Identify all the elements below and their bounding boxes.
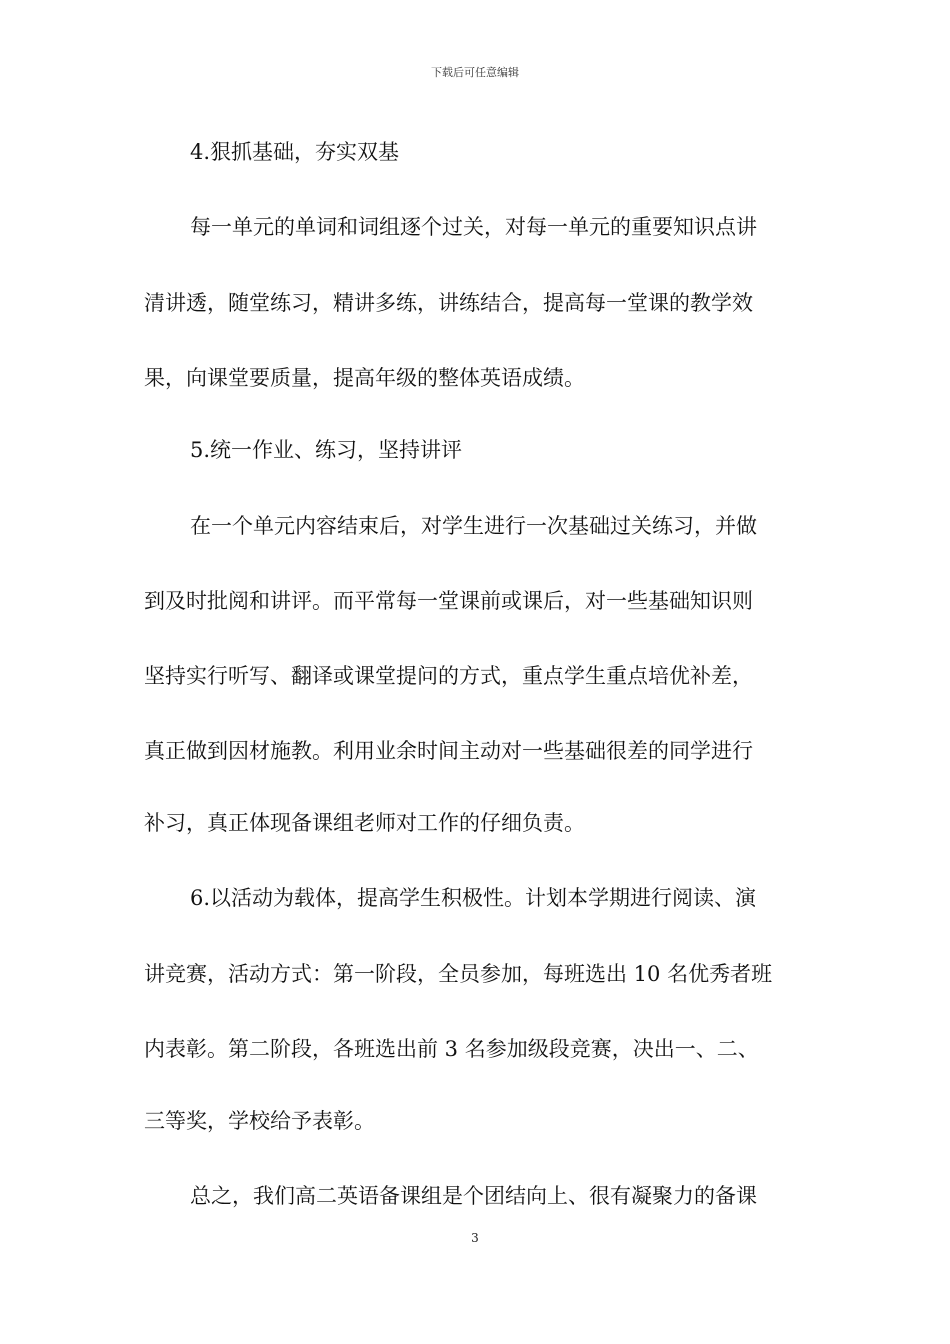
page-header: 下载后可任意编辑 — [431, 66, 519, 79]
paragraph-line: 在一个单元内容结束后，对学生进行一次基础过关练习，并做 — [190, 514, 757, 538]
page-number: 3 — [471, 1231, 479, 1245]
paragraph-line: 果，向课堂要质量，提高年级的整体英语成绩。 — [144, 366, 585, 390]
paragraph-line: 到及时批阅和讲评。而平常每一堂课前或课后，对一些基础知识则 — [144, 589, 753, 613]
paragraph-line: 6.以活动为载体，提高学生积极性。计划本学期进行阅读、演 — [190, 886, 757, 910]
paragraph-line: 坚持实行听写、翻译或课堂提问的方式，重点学生重点培优补差， — [144, 664, 753, 688]
paragraph-line: 4.狠抓基础，夯实双基 — [190, 140, 400, 164]
paragraph-line: 三等奖，学校给予表彰。 — [144, 1109, 375, 1133]
paragraph-line: 补习，真正体现备课组老师对工作的仔细负责。 — [144, 811, 585, 835]
paragraph-line: 讲竞赛，活动方式：第一阶段，全员参加，每班选出 10 名优秀者班 — [144, 962, 773, 986]
paragraph-line: 每一单元的单词和词组逐个过关，对每一单元的重要知识点讲 — [190, 215, 757, 239]
paragraph-line: 清讲透，随堂练习，精讲多练，讲练结合，提高每一堂课的教学效 — [144, 291, 753, 315]
paragraph-line: 内表彰。第二阶段，各班选出前 3 名参加级段竞赛，决出一、二、 — [144, 1037, 759, 1061]
paragraph-line: 总之，我们高二英语备课组是个团结向上、很有凝聚力的备课 — [190, 1184, 757, 1208]
paragraph-line: 5.统一作业、练习，坚持讲评 — [190, 438, 463, 462]
paragraph-line: 真正做到因材施教。利用业余时间主动对一些基础很差的同学进行 — [144, 739, 753, 763]
